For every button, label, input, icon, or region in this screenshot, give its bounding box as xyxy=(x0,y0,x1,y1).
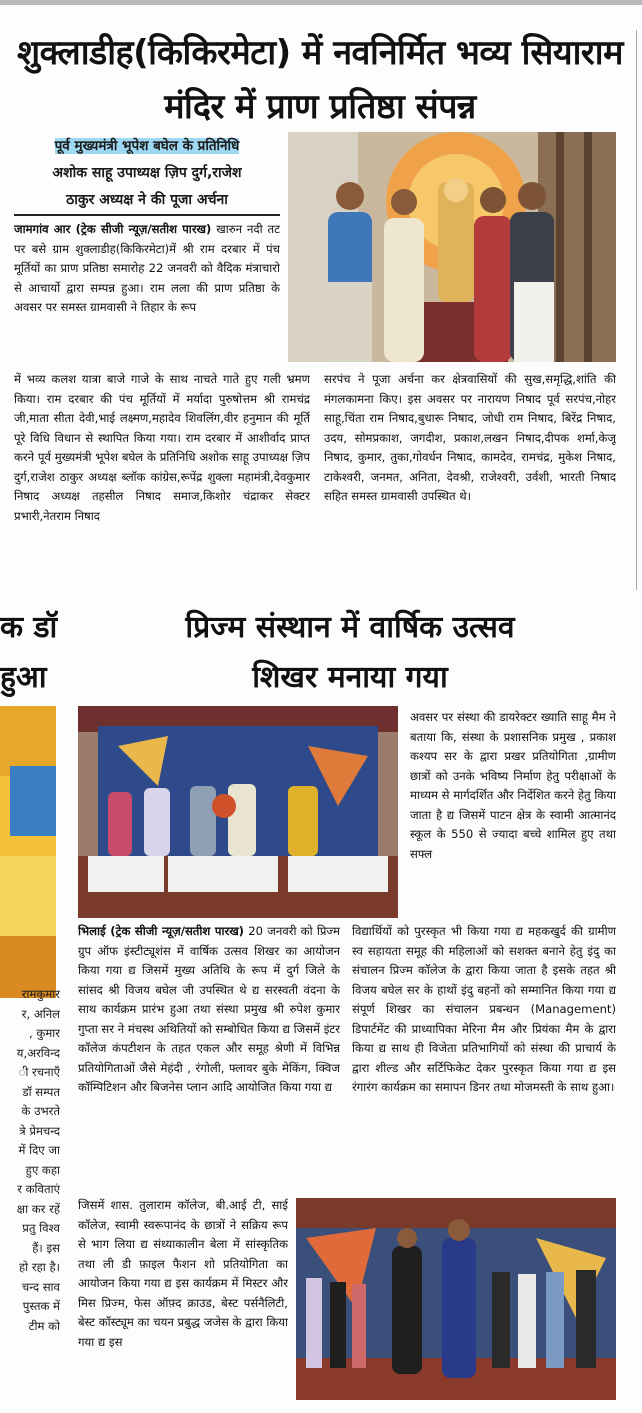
left-fragment-text xyxy=(0,985,60,1336)
subhead-line-2: अशोक साहू उपाध्यक्ष ज़िप दुर्ग,राजेश xyxy=(52,165,242,181)
article1-dateline: जामगांव आर (ट्रेक सीजी न्यूज़/सतीश पारख) xyxy=(14,222,212,236)
left-fragment-line: में दिए जा xyxy=(18,1143,60,1157)
article1-col2 xyxy=(324,370,616,585)
article2-bottom-left xyxy=(78,1196,288,1402)
left-fragment-head-1: क डॉ xyxy=(0,610,58,645)
left-fragment-line: डॉ सम्पत xyxy=(22,1084,60,1099)
fashion-show-photo xyxy=(296,1198,616,1400)
article2-mid-left xyxy=(78,922,340,1196)
left-fragment-line: के उभरते xyxy=(21,1104,60,1118)
left-fragment-line: रामकुमार xyxy=(21,987,60,1001)
left-fragment-line: य,अरविन्द xyxy=(16,1045,60,1060)
left-fragment-line: टीम को xyxy=(28,1318,60,1333)
left-fragment-line: हो रहा है। xyxy=(19,1260,60,1274)
left-fragment-line: र कविताएं xyxy=(17,1182,60,1196)
stage-photo xyxy=(78,706,398,918)
headline-line-1: शुक्लाडीह(किकिरमेटा) में नवनिर्मित भव्य सियाराम xyxy=(17,33,623,73)
article2-headline xyxy=(100,603,600,703)
temple-photo xyxy=(288,132,616,362)
article2-text-a: अवसर पर संस्था की डायरेक्टर ख्याति साहू मैम ने बताया कि, संस्था के प्रशासनिक प्रमुख , प्रकाश कश्यप सर के द्वारा प्रखर प्रतियोगिता ,ग्रामीण छात्रों को उनके भविष्य निर्माण हेतु परीक्षाओं के माध्यम से मार्गदर्शित और निर्देशित करने हेतु किया जाता है द्य जिसमें पाटन क्षेत्र के स्वामी आत्मानंद स्कूल के 550 से ज्यादा बच्चे शामिल हुए तथा सफ्ल xyxy=(410,710,616,861)
article2-headline-2: शिखर मनाया गया xyxy=(252,660,448,695)
stage-photo-image xyxy=(78,706,398,918)
subhead-line-3: ठाकुर अध्यक्ष ने की पूजा अर्चना xyxy=(66,192,228,208)
left-fragment-line: त्रे प्रेमचन्द xyxy=(19,1123,60,1138)
left-fragment-line: ी रचनाएँ xyxy=(18,1065,60,1079)
fashion-show-photo-image xyxy=(296,1198,616,1400)
left-fragment-line: हुए कहा xyxy=(25,1162,60,1177)
article1-col1-bottom xyxy=(14,370,310,585)
left-fragment-line: र, अनिल xyxy=(21,1006,60,1021)
left-fragment-headline xyxy=(0,603,58,703)
article1-col1-top xyxy=(14,220,280,364)
article1-text-b: में भव्य कलश यात्रा बाजे गाजे के साथ नाचते गाते हुए गली भ्रमण किया। राम दरबार की पंच मूर्तियों में मर्यादा पुरुषोत्तम श्री रामचंद्र जी,माता सीता देवी,भाई लक्ष्मण,महादेव शिवलिंग,वीर हनुमान की मूर्ति पूरे विधि विधान से स्थापित किया गया। राम दरबार में आशीर्वाद प्राप्त करने पूर्व मुख्यमंत्री भूपेश बघेल के प्रतिनिधि अशोक साहू उपाध्यक्ष ज़िप दुर्ग,राजेश ठाकुर अध्यक्ष ब्लॉक कांग्रेस,रूपेंद्र शुक्ला महामंत्री,देवकुमार निषाद अध्यक्ष तहसील निषाद समाज,किशोर चंद्राकर सेक्टर प्रभारी,नेतराम निषाद xyxy=(14,372,310,523)
article2-mid-right xyxy=(352,922,616,1196)
temple-photo-image xyxy=(288,132,616,362)
left-fragment-line: प्रतु विश्व xyxy=(22,1221,60,1235)
article1-subhead xyxy=(14,133,280,213)
article2-right-top xyxy=(410,708,616,916)
subhead-line-1: पूर्व मुख्यमंत्री भूपेश बघेल के प्रतिनिधि xyxy=(54,138,240,154)
left-fragment-photo-image xyxy=(0,706,56,998)
left-fragment-line: क्षा कर रहें xyxy=(16,1201,60,1216)
column-rule xyxy=(636,30,637,590)
headline-line-2: मंदिर में प्राण प्रतिष्ठा संपन्न xyxy=(164,87,476,127)
article2-headline-1: प्रिज्म संस्थान में वार्षिक उत्सव xyxy=(185,610,515,645)
left-fragment-line: चन्द साव xyxy=(21,1279,60,1294)
left-fragment-line: हैं। इस xyxy=(32,1240,60,1255)
article2-text-b: 20 जनवरी को प्रिज्म ग्रुप ऑफ इंस्टीट्यूशंस में वार्षिक उत्सव शिखर का आयोजन किया गया द्य जिसमें मुख्य अतिथि के रूप में दुर्ग जिले के सांसद श्री विजय बघेल जी उपस्थित थे द्य सरस्वती वंदना के साथ कार्यक्रम प्रारंभ हुआ तथा संस्था प्रमुख श्री रुपेश कुमार गुप्ता सर ने मंचस्थ अथितियों को सम्बोधित किया द्य जिसमें इंटर कॉलेज कंपटीशन के तहत एकल और समूह श्रेणी में विभिन्न प्रतियोगिताओं जैसे मेहंदी , रंगोली, फ्लावर बुके मेकिंग, क्विज कॉम्पिटिशन और बिजनेस प्लान आदि आयोजित किया गया द्य xyxy=(78,924,340,1094)
left-fragment-head-2: हुआ xyxy=(0,660,47,695)
left-fragment-line: , कुमार xyxy=(29,1026,60,1040)
article1-text-c: सरपंच ने पूजा अर्चना कर क्षेत्रवासियों की सुख,समृद्धि,शांति की मंगलकामना किए। इस अवसर पर नारायण निषाद पूर्व सरपंच,नोहर साहू,चिंता राम निषाद,बुधारू निषाद, जोधी राम निषाद, बिरेंद्र निषाद, उदय, सोमप्रकाश, जगदीश, प्रकाश,लखन निषाद,दीपक शर्मा,केजू निषाद, कुमार, तुका,गोवर्धन निषाद, कामदेव, रामचंद्र, मुकेश निषाद, टाकेश्वरी, जनमत, अनिता, देवश्री, राजेश्वरी, उर्वशी, भारती निषाद सहित समस्त ग्रामवासी उपस्थित थे। xyxy=(324,372,616,503)
article2-text-c: विद्यार्थियों को पुरस्कृत भी किया गया द्य महकखुर्द की ग्रामीण स्व सहायता समूह की महिलाओं को सशक्त बनाने हेतु इंदु का संचालन प्रिज्म कॉलेज के द्वारा किया जाता है इसके तहत श्री विजय बघेल सर के हाथों इंदु बहनों को सम्मानित किया गया द्य संपूर्ण शिखर का संचालन प्रबन्धन (Management) डिपार्टमेंट की प्राध्यापिका मेरिना मैम और प्रियंका मैम के द्वारा किया द्य साथ ही विजेता प्रतिभागियों को संस्था की प्राचार्य के द्वारा शील्ड और सर्टिफिकेट देकर पुरस्कृत किया गया द्य इस रंगारंग कार्यक्रम का समापन डिनर तथा मोजमस्ती के साथ हुआ। xyxy=(352,924,616,1094)
left-fragment-line: पुस्तक में xyxy=(22,1299,60,1313)
article2-text-d: जिसमें शास. तुलाराम कॉलेज, बी.आई टी, साई कॉलेज, स्वामी स्वरूपानंद के छात्रों ने सक्रिय रूप से भाग लिया द्य संध्याकालीन बेला में सांस्कृतिक तथा ली डी फ़ाइल फैशन शो प्रतियोगिता का आयोजन किया गया द्य इस कार्यक्रम में मिस्टर और मिस प्रिज्म, फेस ऑफ़्द क्राउड, बेस्ट पर्सनैलिटी, बेस्ट कॉस्ट्यूम का चयन प्रबुद्ध जजेस के द्वारा किया गया द्य इस xyxy=(78,1198,288,1349)
article2-dateline: भिलाई (ट्रेक सीजी न्यूज़/सतीश पारख) xyxy=(78,924,244,938)
subhead-rule xyxy=(14,214,280,216)
article1-headline xyxy=(14,26,626,134)
left-fragment-photo xyxy=(0,706,56,998)
top-rule xyxy=(0,0,642,5)
article1-text-a: खारुन नदी तट पर बसे ग्राम शुक्लाडीह(किकिरमेटा)में श्री राम दरबार में पंच मूर्तियों का प्राण प्रतिष्ठा समारोह 22 जनवरी को वैदिक मंत्राचारो से आचार्यो द्वारा सम्पन्न हुआ। राम लला की प्राण प्रतिष्ठा के अवसर पर समस्त ग्रामवासी ने तिहार के रूप xyxy=(14,222,280,314)
